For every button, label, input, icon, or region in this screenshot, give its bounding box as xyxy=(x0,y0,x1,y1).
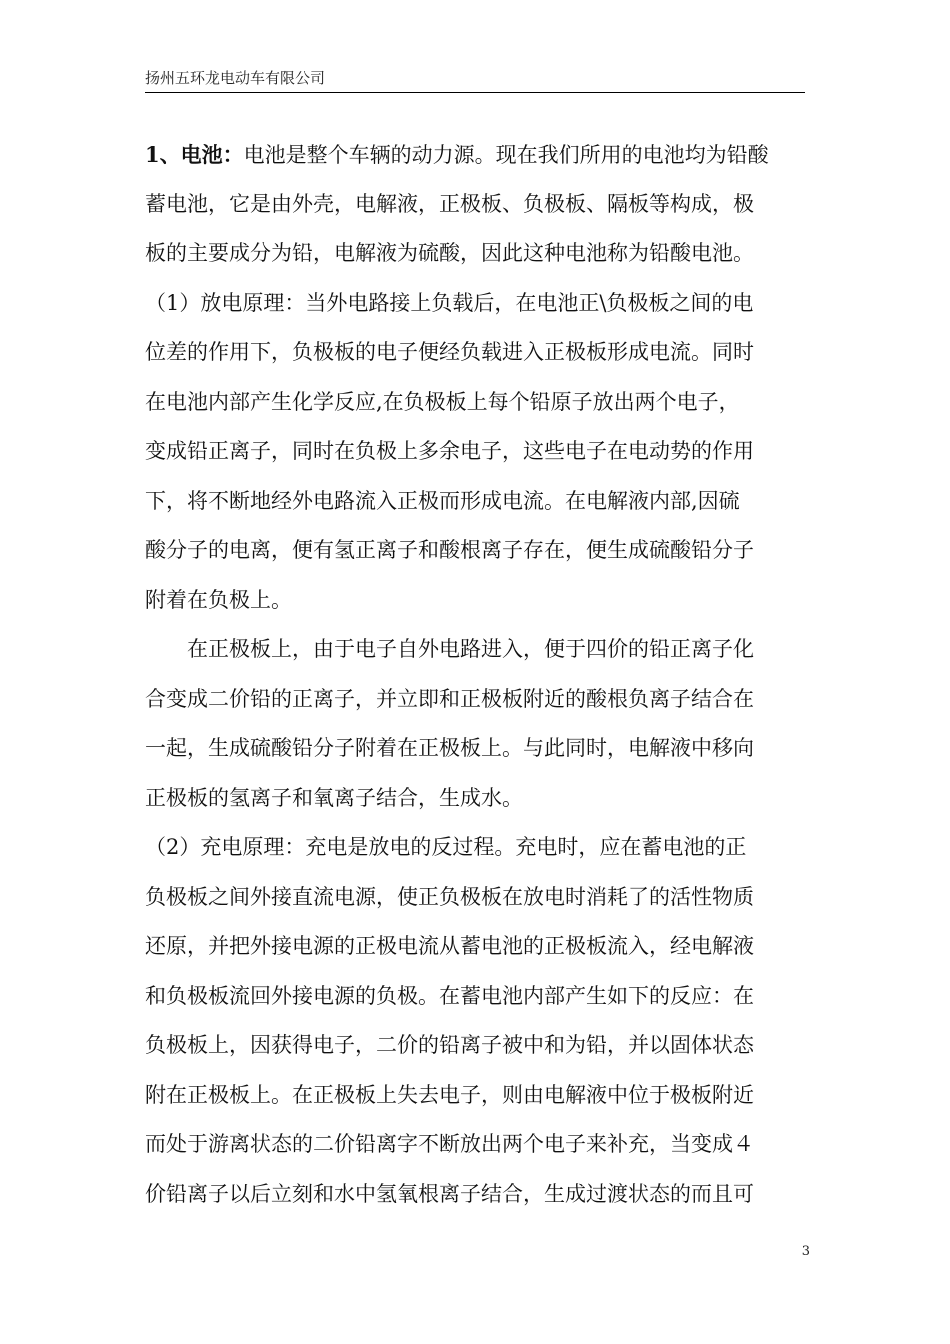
paragraph-line: 在电池内部产生化学反应,在负极板上每个铅原子放出两个电子， xyxy=(145,389,740,414)
paragraph-line: 正极板的氢离子和氧离子结合，生成水。 xyxy=(145,785,523,810)
paragraph-line: 负极板上，因获得电子，二价的铅离子被中和为铅，并以固体状态 xyxy=(145,1033,754,1057)
paragraph-line: 价铅离子以后立刻和水中氢氧根离子结合，生成过渡状态的而且可 xyxy=(145,1181,754,1206)
paragraph-line: 附在正极板上。在正极板上失去电子，则由电解液中位于极板附近 xyxy=(145,1082,754,1107)
paragraph-line: 1、电池：电池是整个车辆的动力源。现在我们所用的电池均为铅酸 xyxy=(145,142,769,167)
paragraph-line: 一起，生成硫酸铅分子附着在正极板上。与此同时，电解液中移向 xyxy=(145,736,754,760)
paragraph-line: 附着在负极上。 xyxy=(145,587,292,612)
paragraph-line: （2）充电原理：充电是放电的反过程。充电时，应在蓄电池的正 xyxy=(145,835,747,859)
document-body xyxy=(145,130,810,1219)
paragraph-line: 酸分子的电离，便有氢正离子和酸根离子存在，便生成硫酸铅分子 xyxy=(145,538,754,562)
paragraph-line: 下，将不断地经外电路流入正极而形成电流。在电解液内部,因硫 xyxy=(145,488,740,513)
paragraph-line: 负极板之间外接直流电源，使正负极板在放电时消耗了的活性物质 xyxy=(145,884,754,909)
paragraph-line: 合变成二价铅的正离子，并立即和正极板附近的酸根负离子结合在 xyxy=(145,686,754,711)
paragraph-line: 在正极板上，由于电子自外电路进入，便于四价的铅正离子化 xyxy=(187,637,754,661)
section-title: 1、电池： xyxy=(145,142,244,167)
paragraph-line: 和负极板流回外接电源的负极。在蓄电池内部产生如下的反应：在 xyxy=(145,983,754,1008)
page-header xyxy=(145,68,805,93)
paragraph-line: 板的主要成分为铅，电解液为硫酸，因此这种电池称为铅酸电池。 xyxy=(145,241,754,265)
paragraph-line: 而处于游离状态的二价铅离字不断放出两个电子来补充，当变成４ xyxy=(145,1132,754,1156)
company-name: 扬州五环龙电动车有限公司 xyxy=(145,69,326,87)
page-number: 3 xyxy=(801,1244,810,1259)
paragraph-line: 变成铅正离子，同时在负极上多余电子，这些电子在电动势的作用 xyxy=(145,439,754,463)
paragraph-line: 还原，并把外接电源的正极电流从蓄电池的正极板流入，经电解液 xyxy=(145,934,754,958)
paragraph-line: 蓄电池，它是由外壳，电解液，正极板、负极板、隔板等构成，极 xyxy=(145,191,754,216)
paragraph-line: （1）放电原理：当外电路接上负载后，在电池正\负极板之间的电 xyxy=(145,290,754,315)
paragraph-line: 位差的作用下，负极板的电子便经负载进入正极板形成电流。同时 xyxy=(145,340,754,364)
